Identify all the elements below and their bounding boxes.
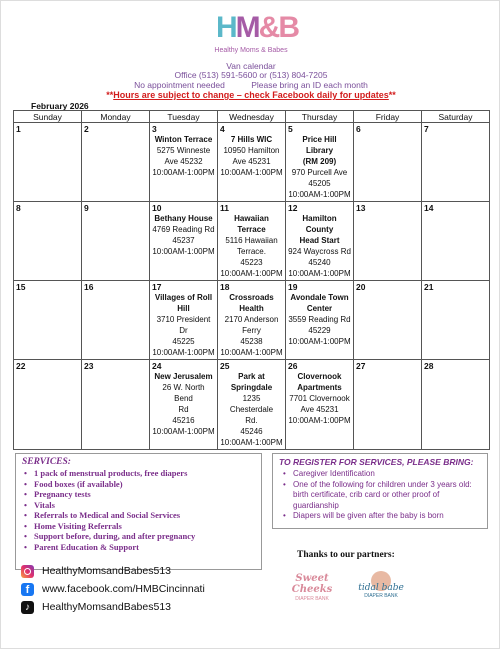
van-stop-event (152, 371, 215, 437)
day-number: 24 (152, 361, 162, 371)
event-location-name: Villages of Roll Hill (154, 293, 213, 313)
facebook-icon: f (21, 583, 34, 596)
calendar-grid (13, 110, 490, 450)
event-address: 970 Purcell Ave (291, 168, 348, 177)
day-number: 26 (288, 361, 298, 371)
day-number: 12 (288, 203, 298, 213)
event-address: 7701 Clovernook (289, 394, 350, 403)
calendar-day-cell (286, 360, 354, 450)
calendar-day-cell (150, 281, 218, 360)
event-address: 3710 President Dr (156, 315, 211, 335)
services-title: SERVICES: (22, 457, 71, 467)
event-address-cont: 45223 (240, 258, 263, 267)
van-stop-event (288, 213, 351, 279)
day-number: 16 (84, 282, 94, 292)
event-time: 10:00AM-1:00PM (288, 190, 351, 199)
calendar-day-cell (218, 202, 286, 281)
calendar-day-cell (218, 281, 286, 360)
logo-subtitle: Healthy Moms & Babes (214, 47, 288, 54)
register-list (279, 469, 481, 522)
services-box (15, 453, 262, 570)
register-requirement: • Diapers will be given after the baby is born (279, 511, 481, 522)
event-time: 10:00AM-1:00PM (152, 247, 215, 256)
event-location-name-cont: (RM 209) (302, 157, 337, 166)
tiktok-icon: ♪ (21, 601, 34, 614)
day-number: 28 (424, 361, 434, 371)
day-header-tuesday: Tuesday (150, 111, 218, 123)
day-number: 22 (16, 361, 26, 371)
day-number: 25 (220, 361, 230, 371)
event-time: 10:00AM-1:00PM (152, 348, 215, 357)
van-stop-event (220, 292, 283, 358)
instagram-handle[interactable]: HealthyMomsandBabes513 (42, 565, 171, 577)
hmb-logo (206, 11, 299, 61)
event-address-cont: 45216 (172, 416, 195, 425)
register-title: TO REGISTER FOR SERVICES, PLEASE BRING: (279, 457, 474, 467)
calendar-day-cell (354, 202, 422, 281)
day-number: 5 (288, 124, 293, 134)
day-header-wednesday: Wednesday (218, 111, 286, 123)
calendar-day-cell (82, 360, 150, 450)
service-item: • Food boxes (if available) (22, 479, 255, 490)
event-time: 10:00AM-1:00PM (220, 269, 283, 278)
bring-id-note: Please bring an ID each month (251, 80, 368, 90)
hours-warning: **Hours are subject to change – check Facebook daily for updates** (106, 90, 396, 100)
calendar-day-cell (354, 360, 422, 450)
day-header-sunday: Sunday (14, 111, 82, 123)
logo-letters: HM&B (216, 11, 299, 44)
van-stop-event (220, 371, 283, 448)
day-number: 15 (16, 282, 26, 292)
calendar-day-cell (14, 202, 82, 281)
service-item: • 1 pack of menstrual products, free diapers (22, 468, 255, 479)
calendar-week-row (14, 123, 490, 202)
tiktok-handle[interactable]: HealthyMomsandBabes513 (42, 601, 171, 613)
calendar-day-cell (354, 281, 422, 360)
no-appointment-note: No appointment needed (134, 80, 225, 90)
event-address-cont: 45237 (172, 236, 195, 245)
van-stop-event (220, 213, 283, 279)
day-number: 7 (424, 124, 429, 134)
event-address: 924 Waycross Rd (288, 247, 351, 256)
tiktok-row[interactable] (21, 600, 171, 614)
event-address: 2170 Anderson (224, 315, 279, 324)
van-stop-event (220, 134, 283, 178)
day-number: 6 (356, 124, 361, 134)
calendar-day-cell (422, 360, 490, 450)
event-address: 4769 Reading Rd (152, 225, 215, 234)
calendar-day-cell (150, 202, 218, 281)
event-time: 10:00AM-1:00PM (220, 438, 283, 447)
header-notes (1, 80, 500, 90)
day-number: 11 (220, 203, 229, 213)
event-location-name-cont: Apartments (297, 383, 342, 392)
van-calendar-title: Van calendar (226, 61, 276, 71)
service-item: • Pregnancy tests (22, 489, 255, 500)
day-number: 20 (356, 282, 366, 292)
facebook-row[interactable] (21, 582, 205, 596)
event-address-cont: 45246 (240, 427, 263, 436)
instagram-icon (21, 565, 34, 578)
event-address-cont: 45225 (172, 337, 195, 346)
register-requirement: • Caregiver Identification (279, 469, 481, 480)
register-requirement: • One of the following for children under 3 years old: birth certificate, crib card or other proof of guardianship (279, 480, 481, 512)
event-address-cont: 45229 (308, 326, 331, 335)
van-stop-event (152, 134, 215, 178)
day-header-friday: Friday (354, 111, 422, 123)
day-header-row (14, 111, 490, 123)
tidal-babe-logo: tidal babe DIAPER BANK (356, 571, 406, 611)
event-location-name: 7 Hills WIC (230, 135, 273, 144)
service-item: • Home Visiting Referrals (22, 521, 255, 532)
van-stop-event (152, 292, 215, 358)
calendar-day-cell (286, 123, 354, 202)
calendar-day-cell (150, 123, 218, 202)
event-time: 10:00AM-1:00PM (152, 427, 215, 436)
event-location-name: Hamilton County (302, 214, 337, 234)
event-address: 5116 Hawaiian (225, 236, 278, 245)
day-number: 23 (84, 361, 94, 371)
event-address: 5275 Winneste (156, 146, 211, 155)
event-address-cont: Terrace. (237, 247, 266, 256)
event-location-name-cont: Center (306, 304, 333, 313)
calendar-day-cell (14, 281, 82, 360)
day-number: 8 (16, 203, 21, 213)
hours-warning-text: Hours are subject to change – check Facebook daily for updates (113, 90, 389, 100)
calendar-day-cell (286, 281, 354, 360)
register-box (272, 453, 488, 529)
event-location-name: Avondale Town (290, 293, 349, 302)
calendar-day-cell (14, 360, 82, 450)
calendar-day-cell (82, 281, 150, 360)
day-number: 27 (356, 361, 366, 371)
facebook-link[interactable]: www.facebook.com/HMBCincinnati (42, 583, 205, 595)
event-location-name-cont: Head Start (299, 236, 340, 245)
calendar-day-cell (286, 202, 354, 281)
event-address-cont: 45240 (308, 258, 331, 267)
event-address-cont: Ave 45231 (300, 405, 339, 414)
month-label: February 2026 (31, 101, 89, 111)
event-address-cont: Ave 45232 (164, 157, 203, 166)
day-number: 18 (220, 282, 230, 292)
event-time: 10:00AM-1:00PM (288, 337, 351, 346)
day-number: 10 (152, 203, 162, 213)
event-time: 10:00AM-1:00PM (288, 269, 351, 278)
event-address: 10950 Hamilton (223, 146, 280, 155)
calendar-day-cell (218, 360, 286, 450)
service-item: • Parent Education & Support (22, 542, 255, 553)
day-header-thursday: Thursday (286, 111, 354, 123)
calendar-week-row (14, 281, 490, 360)
event-location-name: Bethany House (154, 214, 213, 223)
day-number: 9 (84, 203, 89, 213)
office-phone: Office (513) 591-5600 or (513) 804-7205 (174, 70, 328, 80)
event-location-name: Park at Springdale (230, 372, 273, 392)
day-number: 13 (356, 203, 366, 213)
calendar-day-cell (82, 202, 150, 281)
calendar-week-row (14, 202, 490, 281)
day-number: 2 (84, 124, 89, 134)
event-address: 26 W. North Bend (162, 383, 205, 403)
event-address-cont: Ferry (242, 326, 261, 335)
day-header-monday: Monday (82, 111, 150, 123)
calendar-day-cell (354, 123, 422, 202)
calendar-day-cell (422, 202, 490, 281)
partners-thanks: Thanks to our partners: (297, 550, 395, 560)
service-item: • Support before, during, and after pregnancy (22, 531, 255, 542)
event-location-name: Winton Terrace (154, 135, 213, 144)
day-number: 14 (424, 203, 434, 213)
day-number: 19 (288, 282, 298, 292)
event-time: 10:00AM-1:00PM (220, 168, 283, 177)
event-address-cont: 45205 (308, 179, 331, 188)
services-list (22, 468, 255, 552)
event-location-name: Price Hill Library (302, 135, 337, 155)
calendar-day-cell (218, 123, 286, 202)
van-stop-event (288, 134, 351, 200)
event-address: 1235 Chesterdale (229, 394, 274, 414)
event-address: 3559 Reading Rd (288, 315, 351, 324)
van-stop-event (288, 371, 351, 426)
day-header-saturday: Saturday (422, 111, 490, 123)
event-location-name: Clovernook (297, 372, 342, 381)
event-location-name: Hawaiian Terrace (234, 214, 269, 234)
day-number: 17 (152, 282, 162, 292)
event-address-cont: Rd (178, 405, 189, 414)
event-address-cont: Rd. (245, 416, 258, 425)
event-address-cont: 45238 (240, 337, 263, 346)
calendar-day-cell (422, 123, 490, 202)
day-number: 1 (16, 124, 21, 134)
event-address-cont: Ave 45231 (232, 157, 271, 166)
calendar-day-cell (82, 123, 150, 202)
event-time: 10:00AM-1:00PM (288, 416, 351, 425)
service-item: • Referrals to Medical and Social Services (22, 510, 255, 521)
calendar-day-cell (422, 281, 490, 360)
calendar-day-cell (14, 123, 82, 202)
event-location-name: New Jerusalem (154, 372, 213, 381)
sweet-cheeks-logo: Sweet Cheeks DIAPER BANK (291, 573, 333, 602)
day-number: 21 (424, 282, 434, 292)
event-location-name: Crossroads Health (229, 293, 274, 313)
calendar-week-row (14, 360, 490, 450)
day-number: 4 (220, 124, 225, 134)
van-stop-event (152, 213, 215, 257)
event-time: 10:00AM-1:00PM (220, 348, 283, 357)
van-stop-event (288, 292, 351, 347)
day-number: 3 (152, 124, 157, 134)
instagram-row[interactable] (21, 564, 171, 578)
service-item: • Vitals (22, 500, 255, 511)
calendar-day-cell (150, 360, 218, 450)
event-time: 10:00AM-1:00PM (152, 168, 215, 177)
